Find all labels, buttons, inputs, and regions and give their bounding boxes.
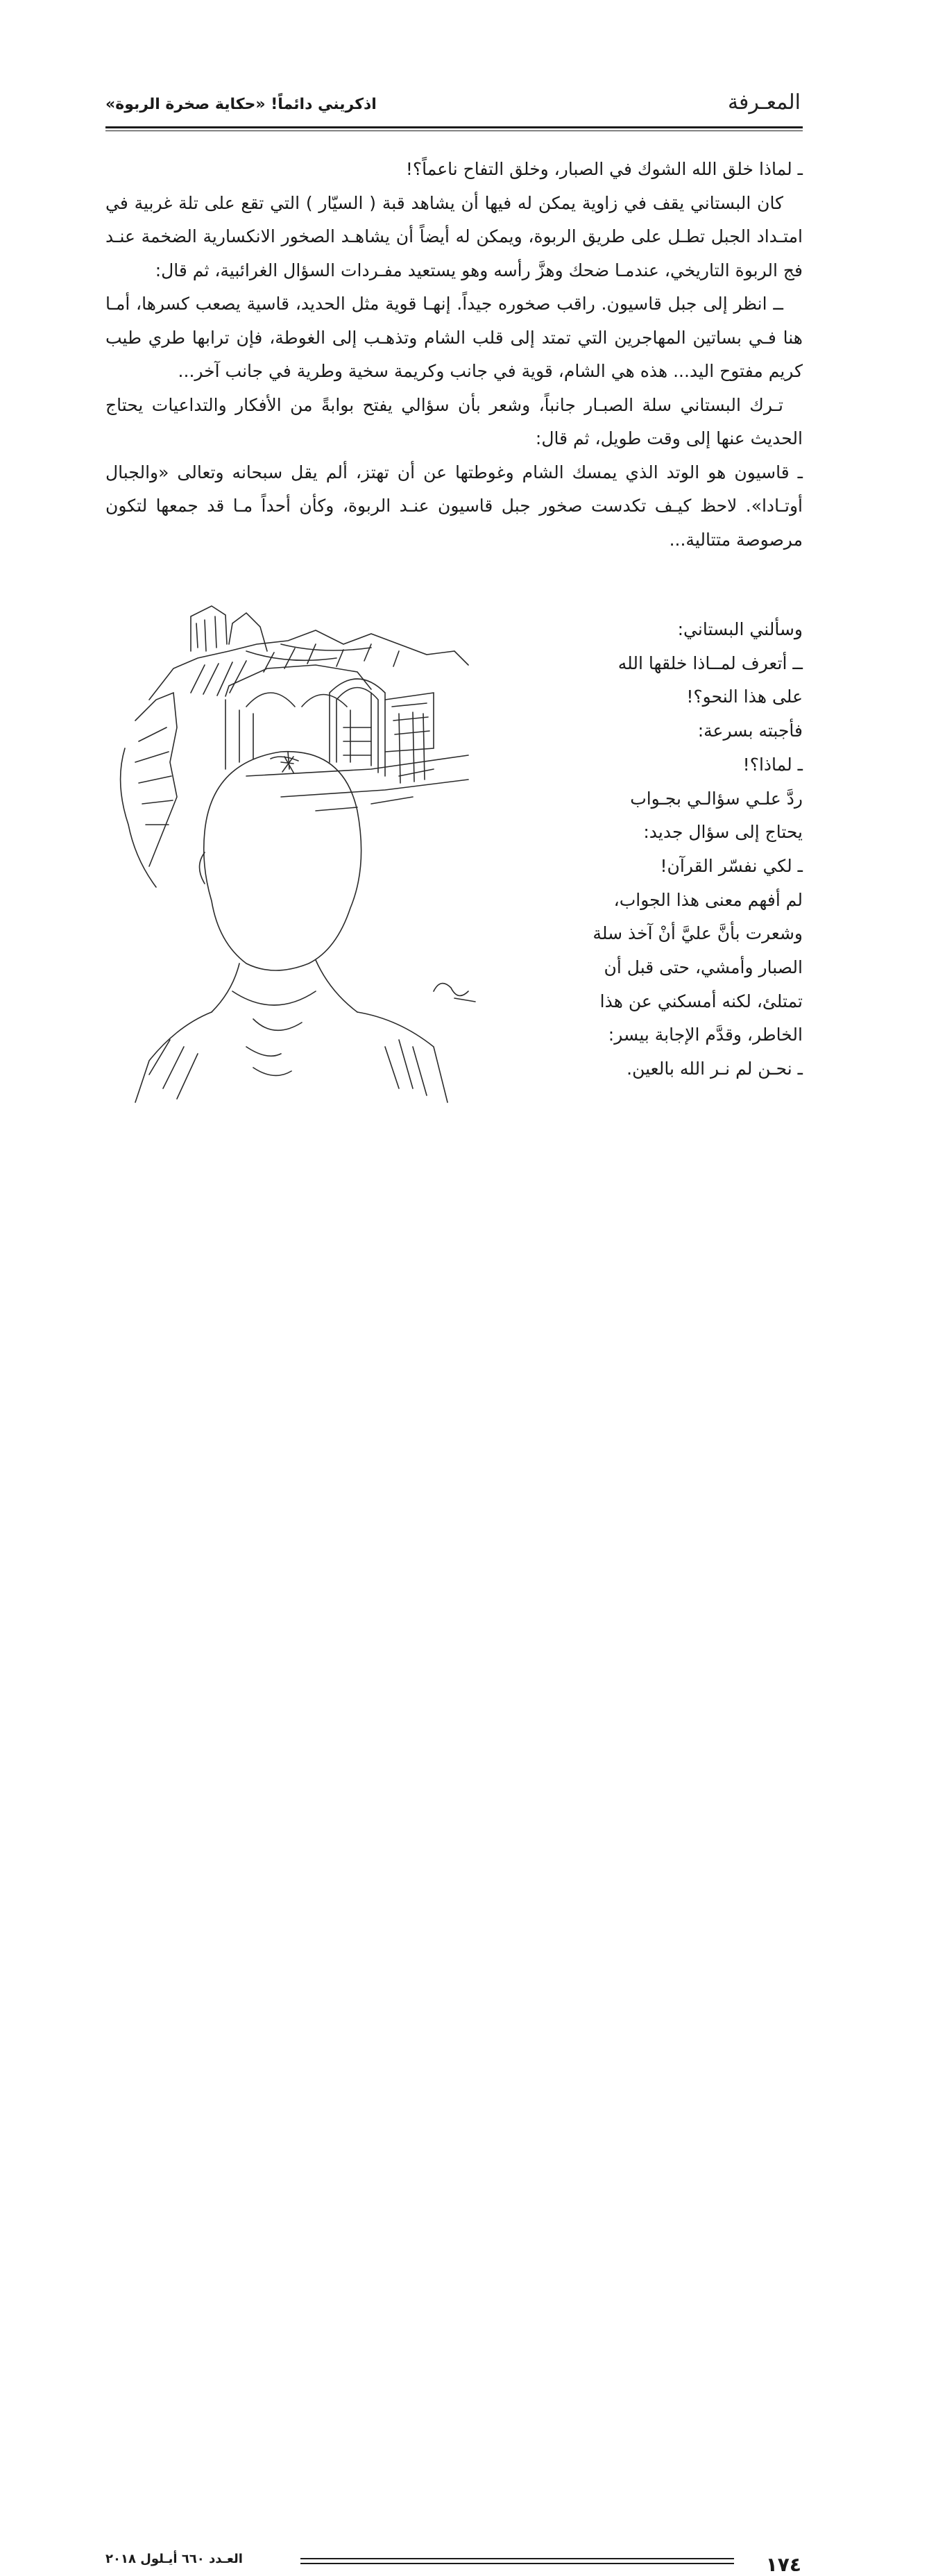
side-line-14: ـ نحـن لم نـر الله بالعين. xyxy=(627,1059,803,1079)
magazine-logo: المعـرفة xyxy=(727,90,801,115)
footer-rule-lower xyxy=(300,2563,734,2564)
header-rule xyxy=(105,126,803,128)
article-body xyxy=(105,153,803,557)
side-line-3: على هذا النحو؟! xyxy=(686,687,803,707)
side-line-8: ـ لكي نفسّر القرآن! xyxy=(660,855,803,876)
side-line-2: ــ أتعرف لمــاذا خلقها الله xyxy=(617,653,803,673)
side-line-9: لم أفهم معنى هذا الجواب، xyxy=(613,889,803,910)
side-line-11: الصبار وأمشي، حتى قبل أن xyxy=(604,957,803,978)
side-column-text xyxy=(586,613,803,1086)
paragraph-3: ــ انظر إلى جبل قاسيون. راقب صخوره جيداً. إنهـا قوية مثل الحديد، قاسية يصعب كسرها، أمـا هنا فـي بساتين المهاجرين التي تمتد إلى قلب الشام وتذهـب إلى الغوطة، فإن ترابها طري طيب كريم مفتوح اليد... هذه هي الشام، قوية في جانب وكريمة سخية وطرية في جانب آخر... xyxy=(105,294,803,381)
paragraph-5: ـ قاسيون هو الوتد الذي يمسك الشام وغوطتها عن أن تهتز، ألم يقل سبحانه وتعالى «والجبال أوتـادا». لاحظ كيـف تكدست صخور جبل قاسيون عنـد الربوة، وكأن أحداً مـا قد جمعها لتكون مرصوصة متتالية... xyxy=(105,462,803,550)
page-number: ١٧٤ xyxy=(765,2553,801,2576)
side-line-7: يحتاج إلى سؤال جديد: xyxy=(643,822,803,843)
paragraph-2: كان البستاني يقف في زاوية يمكن له فيها أن يشاهد قبة ( السيّار ) التي تقع على تلة غربية في امتـداد الجبل تطـل على طريق الربوة، ويمكن له أيضاً أن يشاهـد الصخور الانكسارية الضخمة عنـد فج الربوة التاريخي، عندمـا ضحك وهزَّ رأسه وهو يستعيد مفـردات السؤال الغرائبية، ثم قال: xyxy=(105,192,803,280)
page-footer xyxy=(0,1277,929,2576)
side-line-12: تمتلئ، لكنه أمسكني عن هذا xyxy=(599,991,803,1011)
side-line-10: وشعرت بأنَّ عليَّ أنْ آخذ سلة xyxy=(593,923,803,944)
issue-info: العـدد ٦٦٠ أيـلول ٢٠١٨ xyxy=(105,2552,243,2566)
side-line-4: فأجبته بسرعة: xyxy=(697,721,803,741)
paragraph-4: تـرك البستاني سلة الصبـار جانباً، وشعر بأن سؤالي يفتح بوابةً من الأفكار والتداعيات يحتاج الحديث عنها إلى وقت طويل، ثم قال: xyxy=(105,394,803,448)
running-title: اذكريني دائماً! «حكاية صخرة الربوة» xyxy=(105,96,377,113)
page-header xyxy=(0,0,929,132)
side-line-5: ـ لماذا؟! xyxy=(742,754,803,775)
side-line-1: وسألني البستاني: xyxy=(677,619,803,639)
side-line-13: الخاطر، وقدَّم الإجابة بيسر: xyxy=(608,1025,803,1045)
side-line-6: ردَّ علـي سؤالـي بجـواب xyxy=(630,788,803,809)
footer-rule xyxy=(300,2558,734,2559)
sketch-illustration-icon xyxy=(108,603,586,1113)
paragraph-1: ـ لماذا خلق الله الشوك في الصبار، وخلق التفاح ناعماً؟! xyxy=(405,159,803,179)
